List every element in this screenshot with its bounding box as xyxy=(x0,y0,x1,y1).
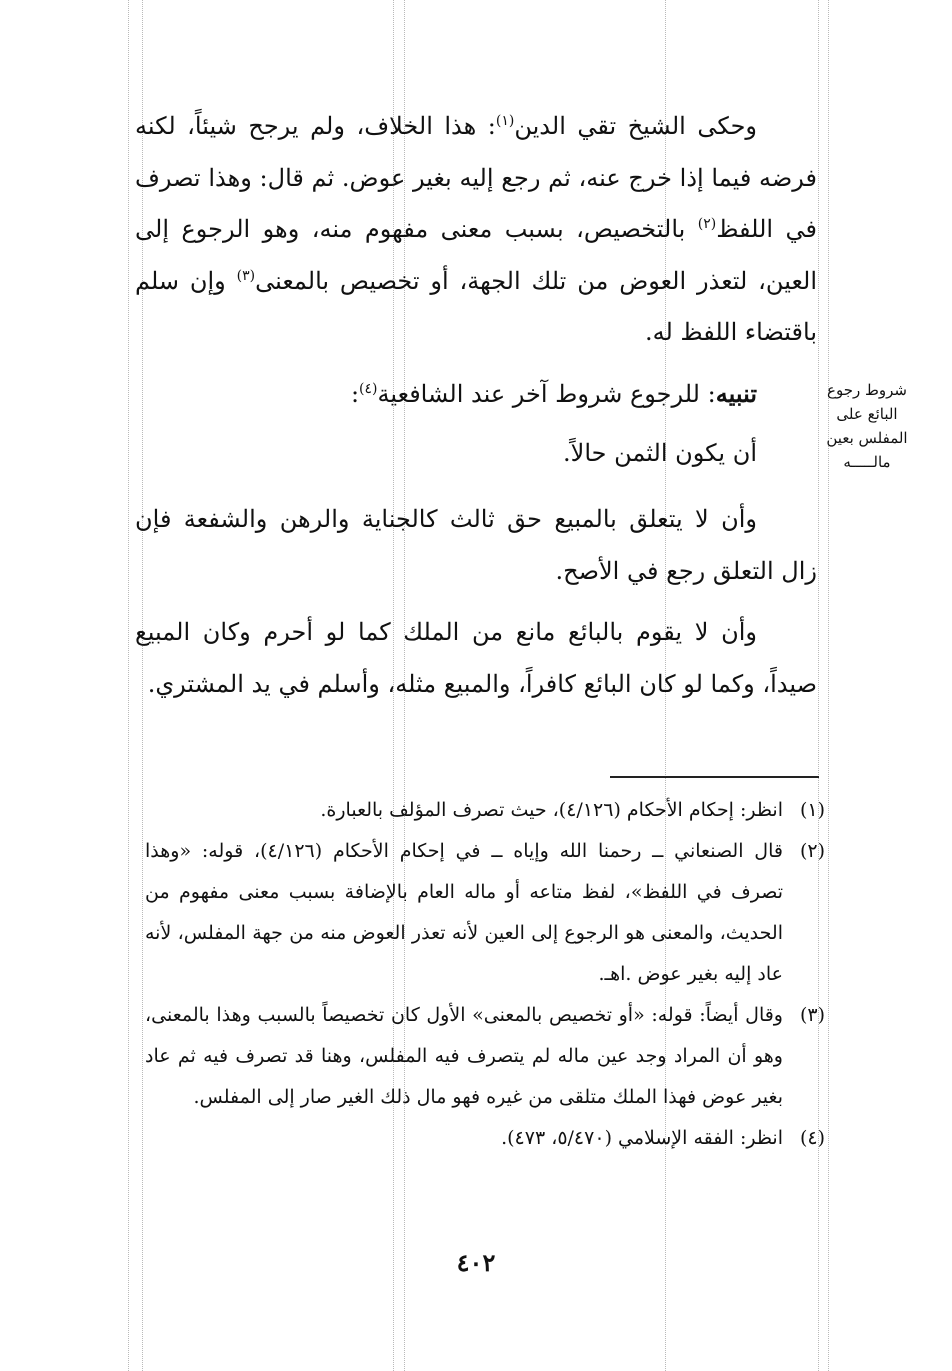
condition-2 xyxy=(135,494,817,597)
text-run: : هذا الخلاف، ولم يرجح شيئاً، لكنه فرضه فيما إذا خرج عنه، ثم رجع إليه بغير عوض. ثم قال: وهذا تصرف في اللفظ xyxy=(135,112,817,243)
footnote-separator xyxy=(610,776,819,778)
footnotes xyxy=(145,790,825,1159)
notice-label: تنبيه xyxy=(715,379,757,408)
margin-note-line: المفلس بعين xyxy=(826,429,908,447)
condition-text: وأن لا يتعلق بالمبيع حق ثالث كالجناية والرهن والشفعة فإن زال التعلق رجع في الأصح. xyxy=(135,505,817,585)
margin-note xyxy=(826,378,908,474)
condition-1 xyxy=(135,428,817,480)
text-run: وإن سلم باقتضاء اللفظ له. xyxy=(135,266,817,346)
footnote-text: انظر: الفقه الإسلامي (٥/٤٧٠، ٤٧٣). xyxy=(501,1127,783,1149)
notice-paragraph xyxy=(135,368,817,421)
page-number: ٤٠٢ xyxy=(456,1248,496,1277)
margin-note-line: البائع على xyxy=(836,405,898,423)
footnote-number: (١) xyxy=(799,799,825,821)
margin-note-line: شروط رجوع xyxy=(827,381,907,399)
footnote-marker[interactable]: (٣) xyxy=(236,267,256,284)
margin-guide-line xyxy=(828,0,829,1371)
text-run: : للرجوع شروط آخر عند الشافعية xyxy=(377,380,716,408)
text-run: بالتخصيص، بسبب معنى مفهوم منه، وهو الرجوع إلى العين، لتعذر العوض من تلك الجهة، أو تخصيص بالمعنى xyxy=(135,215,817,295)
footnote-text: انظر: إحكام الأحكام (٤/١٢٦)، حيث تصرف المؤلف بالعبارة. xyxy=(320,799,783,821)
footnote-number: (٤) xyxy=(799,1127,825,1149)
footnote-3 xyxy=(145,995,825,1118)
footnote-number: (٣) xyxy=(799,1004,825,1026)
footnote-marker[interactable]: (١) xyxy=(495,113,515,129)
condition-text: أن يكون الثمن حالاً. xyxy=(563,439,757,467)
footnote-text: قال الصنعاني ــ رحمنا الله وإياه ــ في إحكام الأحكام (٤/١٢٦)، قوله: «وهذا تصرف في اللفظ»، لفظ متاعه أو ماله العام بالإضافة بسبب معنى مفهوم من الحديث، والمعنى هو الرجوع إلى العين لأنه تعذر العوض منه من جهة المفلس، لأنه عاد إليه بغير عوض .اهـ. xyxy=(145,840,783,985)
notice-text xyxy=(135,368,817,421)
footnote-number: (٢) xyxy=(799,840,825,862)
footnote-marker[interactable]: (٢) xyxy=(697,216,717,232)
footnote-text: وقال أيضاً: قوله: «أو تخصيص بالمعنى» الأول كان تخصيصاً بالسبب وهذا بالمعنى، وهو أن المراد وجد عين ماله لم يتصرف فيه المفلس، وهنا قد تصرف فيه ثم عاد بغير عوض فهذا الملك متلقى من غيره فهو مال ذلك الغير صار إلى المفلس. xyxy=(145,1004,783,1108)
footnote-marker[interactable]: (٤) xyxy=(359,381,378,397)
condition-3 xyxy=(135,607,817,710)
main-paragraph-1 xyxy=(135,101,817,359)
text-run: وحكى الشيخ تقي الدين xyxy=(514,112,757,140)
footnote-1 xyxy=(145,790,825,831)
condition-text: وأن لا يقوم بالبائع مانع من الملك كما لو أحرم وكان المبيع صيداً، وكما لو كان البائع كافراً، والمبيع مثله، وأسلم في يد المشتري. xyxy=(135,618,817,698)
footnote-4 xyxy=(145,1118,825,1159)
paragraph-text xyxy=(135,101,817,359)
footnote-2 xyxy=(145,831,825,995)
margin-note-line: مالـــــه xyxy=(843,453,891,471)
margin-guide-line xyxy=(818,0,819,1371)
text-run: : xyxy=(350,380,360,408)
margin-guide-line xyxy=(128,0,129,1371)
